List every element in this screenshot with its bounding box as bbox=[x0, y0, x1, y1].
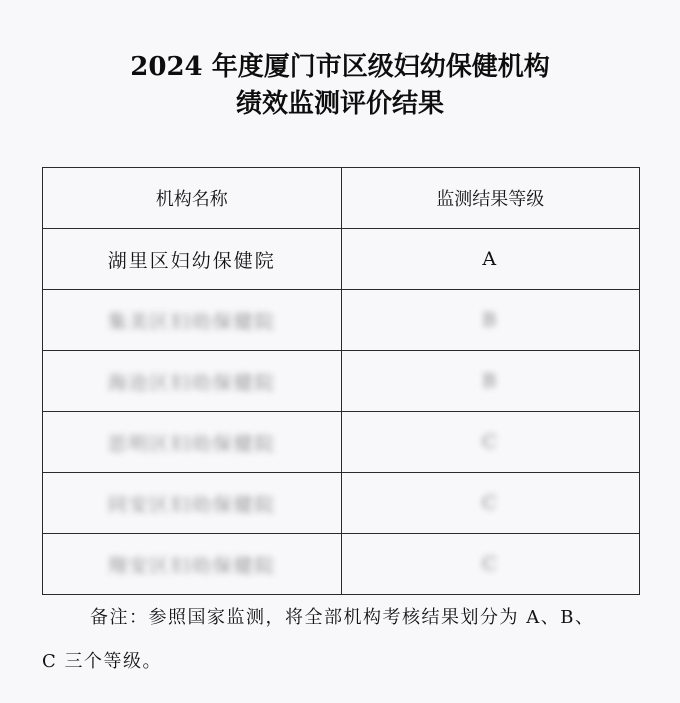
redacted-name: 同安区妇幼保健院 bbox=[107, 493, 276, 516]
table-row bbox=[43, 534, 640, 595]
table-header-row bbox=[43, 168, 640, 229]
redacted-grade: B bbox=[482, 370, 499, 392]
table-row bbox=[43, 351, 640, 412]
institution-name-cell bbox=[43, 412, 342, 473]
redacted-grade: B bbox=[482, 309, 499, 331]
footnote-line-2: C 三个等级。 bbox=[42, 651, 162, 672]
institution-name-cell bbox=[43, 290, 342, 351]
results-table bbox=[42, 167, 640, 595]
table-row bbox=[43, 229, 640, 290]
header-institution-name: 机构名称 bbox=[43, 168, 342, 229]
table-row bbox=[43, 290, 640, 351]
header-result-grade: 监测结果等级 bbox=[341, 168, 640, 229]
redacted-grade: C bbox=[481, 431, 499, 453]
grade-cell bbox=[341, 290, 640, 351]
grade-cell bbox=[341, 534, 640, 595]
footnote-line-1: 备注：参照国家监测，将全部机构考核结果划分为 A、B、 bbox=[90, 607, 595, 628]
redacted-name: 集美区妇幼保健院 bbox=[107, 310, 276, 333]
institution-name-cell bbox=[43, 473, 342, 534]
institution-name-cell: 湖里区妇幼保健院 bbox=[43, 229, 342, 290]
grade-cell bbox=[341, 351, 640, 412]
grade-cell bbox=[341, 473, 640, 534]
grade-cell: A bbox=[341, 229, 640, 290]
redacted-name: 海沧区妇幼保健院 bbox=[107, 371, 276, 394]
institution-name-cell bbox=[43, 534, 342, 595]
redacted-grade: C bbox=[481, 492, 499, 514]
table-row bbox=[43, 473, 640, 534]
institution-name-cell bbox=[43, 351, 342, 412]
table-row bbox=[43, 412, 640, 473]
redacted-grade: C bbox=[481, 553, 499, 575]
document-title-line-2: 绩效监测评价结果 bbox=[235, 89, 444, 119]
redacted-name: 翔安区妇幼保健院 bbox=[107, 554, 276, 577]
redacted-name: 思明区妇幼保健院 bbox=[107, 432, 276, 455]
grade-cell bbox=[341, 412, 640, 473]
document-title-line-1: 2024 年度厦门市区级妇幼保健机构 bbox=[130, 52, 550, 82]
